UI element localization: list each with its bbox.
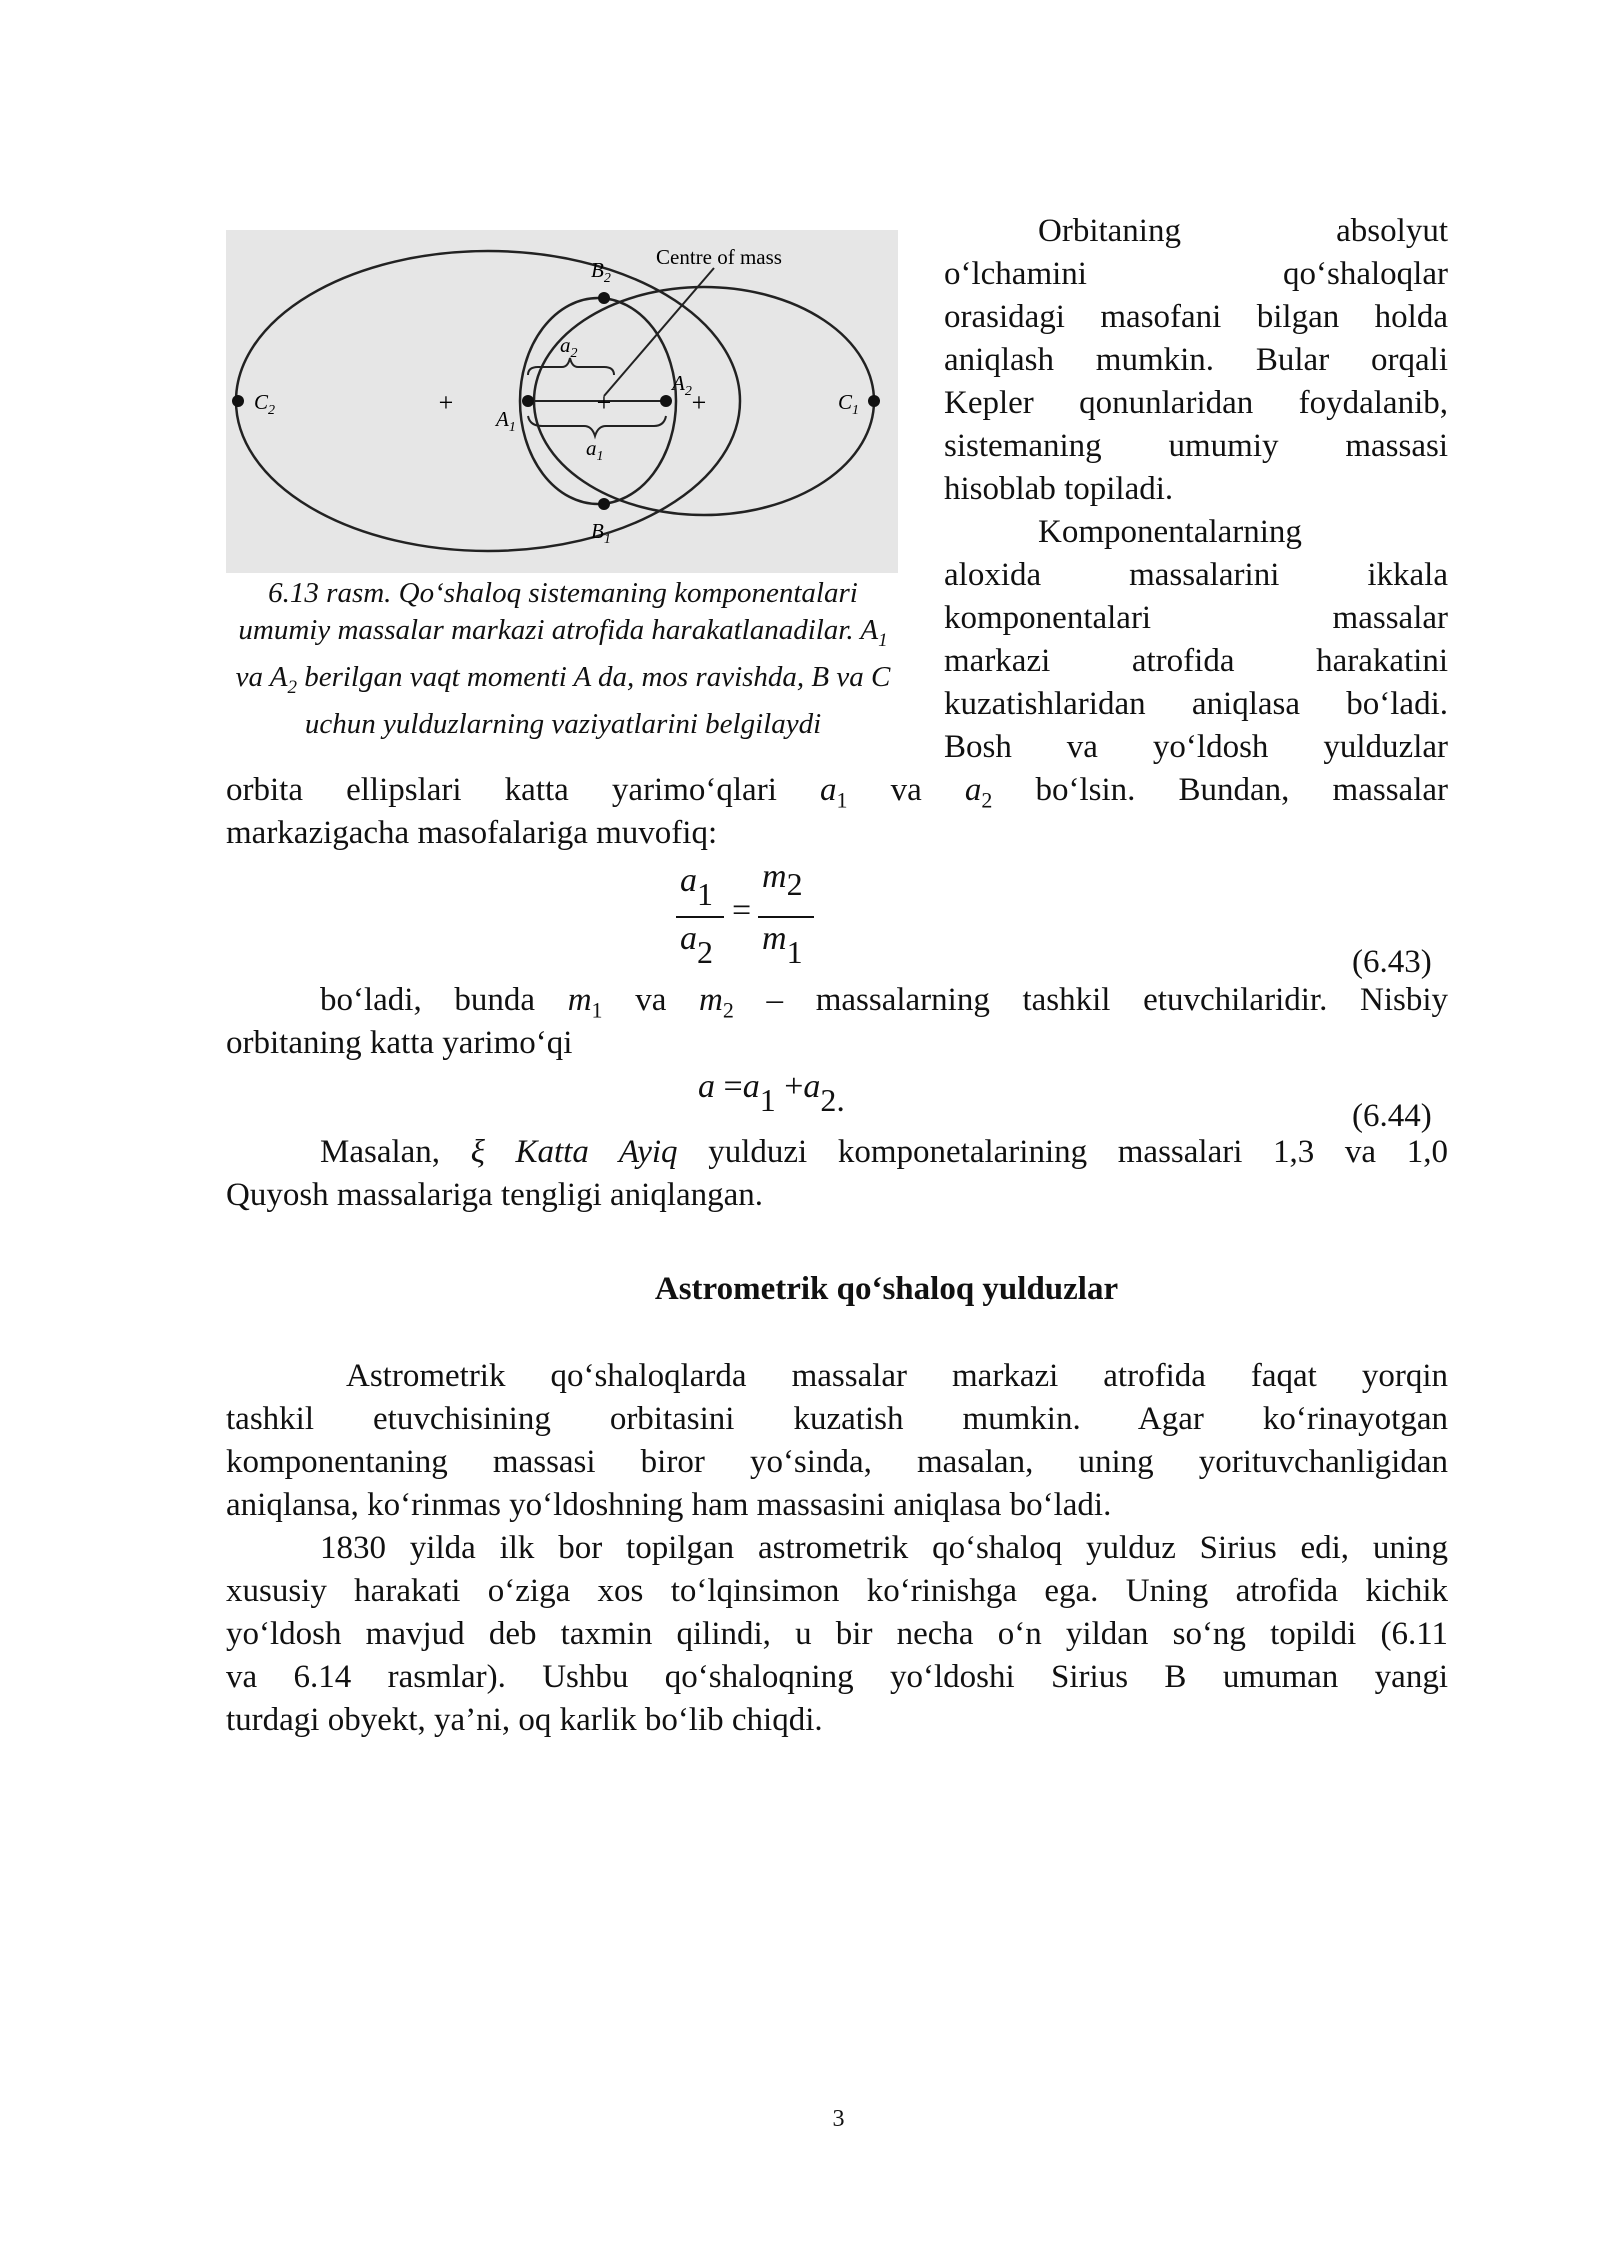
right-column-line-3: orasidagi masofani bilgan holda [944, 299, 1448, 335]
para5-line-4: va 6.14 rasmlar). Ushbu qo‘shaloqning yo‘ldoshi Sirius B umuman yangi [226, 1659, 1448, 1695]
label-c1: $C_1$ [838, 390, 860, 418]
para5-line-3: yo‘ldosh mavjud deb taxmin qilindi, u bir necha o‘n yildan so‘ng topildi (6.11 [226, 1616, 1448, 1652]
label-dist-a1: $a_1$ [586, 436, 604, 464]
right-column-line-1: Orbitaning absolyut [1038, 213, 1448, 249]
para4-line-2: tashkil etuvchisining orbitasini kuzatish mumkin. Agar ko‘rinayotgan [226, 1401, 1448, 1437]
eq643-number: (6.43) [1352, 944, 1432, 980]
right-column-line-13: Bosh va yo‘ldosh yulduzlar [944, 729, 1448, 765]
label-a2: $A_2$ [672, 371, 692, 399]
orbit-diagram [226, 230, 898, 573]
para1-line-1: orbita ellipslari katta yarimo‘qlari $a_1$ va $a_2$ bo‘lsin. Bundan, massalar [226, 772, 1449, 813]
binary-orbit-figure [226, 230, 898, 573]
plus-mark-left: + [438, 388, 454, 417]
right-column-line-6: sistemaning umumiy massasi [944, 428, 1448, 464]
para5-line-2: xususiy harakati o‘ziga xos to‘lqinsimon ko‘rinishga ega. Uning atrofida kichik [226, 1573, 1448, 1609]
right-column-line-7: hisoblab topiladi. [944, 471, 1174, 507]
star-c2-dot [232, 395, 244, 407]
eq643-numerator-right: m2 [762, 858, 803, 902]
star-b2-dot [598, 292, 610, 304]
right-column-line-11: markazi atrofida harakatini [944, 643, 1448, 679]
plus-mark-center: + [596, 388, 612, 417]
eq643-denominator-left: a2 [680, 920, 713, 970]
para4-line-4: aniqlansa, ko‘rinmas yo‘ldoshning ham massasini aniqlasa bo‘ladi. [226, 1487, 1112, 1523]
equation-6-44: a =a1 +a2. [698, 1068, 845, 1119]
figure-caption: 6.13 rasm. Qo‘shaloq sistemaning komponentalari umumiy massalar markazi atrofida harakatlanadilar. $A_1$ va $A_2$ berilgan vaqt momenti A da, mos ravishda, B va C uchun yulduzlarning vaziyatlarini belgilaydi [235, 577, 891, 740]
star-a1-dot [522, 395, 534, 407]
right-column-line-5: Kepler qonunlaridan foydalanib, [944, 385, 1448, 421]
page-number: 3 [832, 2106, 845, 2132]
eq643-fraction-bar-left [676, 916, 724, 918]
eq643-fraction-bar-right [758, 916, 814, 918]
eq643-numerator-left: a1 [680, 862, 713, 912]
para5-line-5: turdagi obyekt, ya’ni, oq karlik bo‘lib chiqdi. [226, 1702, 823, 1738]
para4-line-3: komponentaning massasi biror yo‘sinda, masalan, uning yorituvchanligidan [226, 1444, 1448, 1480]
label-a1: $A_1$ [496, 407, 516, 435]
right-column-line-12: kuzatishlaridan aniqlasa bo‘ladi. [944, 686, 1448, 722]
section-heading: Astrometrik qo‘shaloq yulduzlar [654, 1271, 1119, 1307]
para4-line-1: Astrometrik qo‘shaloqlarda massalar markazi atrofida faqat yorqin [346, 1358, 1448, 1394]
label-b1: $B_1$ [591, 519, 611, 547]
label-b2: $B_2$ [591, 258, 611, 286]
eq644-number: (6.44) [1352, 1098, 1432, 1134]
para2-line-2: orbitaning katta yarimo‘qi [226, 1025, 573, 1061]
para5-line-1: 1830 yilda ilk bor topilgan astrometrik qo‘shaloq yulduz Sirius edi, uning [320, 1530, 1448, 1566]
right-column-line-2: o‘lchamini qo‘shaloqlar [944, 256, 1448, 292]
right-column-line-4: aniqlash mumkin. Bular orqali [944, 342, 1448, 378]
star-c1-dot [868, 395, 880, 407]
right-column-line-8: Komponentalarning [1038, 514, 1302, 550]
para3-line-2: Quyosh massalariga tengligi aniqlangan. [226, 1177, 764, 1213]
eq643-equals: = [732, 892, 752, 929]
eq643-denominator-right: m1 [762, 920, 803, 970]
plus-mark-right: + [691, 388, 707, 417]
para2-line-1: bo‘ladi, bunda $m_1$ va $m_2$ – massalarning tashkil etuvchilaridir. Nisbiy [320, 982, 1448, 1023]
label-dist-a2: $a_2$ [560, 333, 578, 361]
right-column-line-9: aloxida massalarini ikkala [944, 557, 1448, 593]
right-column-line-10: komponentalari massalar [944, 600, 1448, 636]
centre-of-mass-label: Centre of mass [656, 245, 782, 269]
brace-a1 [528, 416, 666, 436]
para3-line-1: Masalan, ξ Katta Ayiq yulduzi komponetalarining massalari 1,3 va 1,0 [320, 1134, 1448, 1170]
star-b1-dot [598, 498, 610, 510]
para1-line-2: markazigacha masofalariga muvofiq: [226, 815, 718, 851]
star-a2-dot [660, 395, 672, 407]
centre-of-mass-pointer [604, 268, 714, 396]
label-c2: $C_2$ [254, 390, 276, 418]
